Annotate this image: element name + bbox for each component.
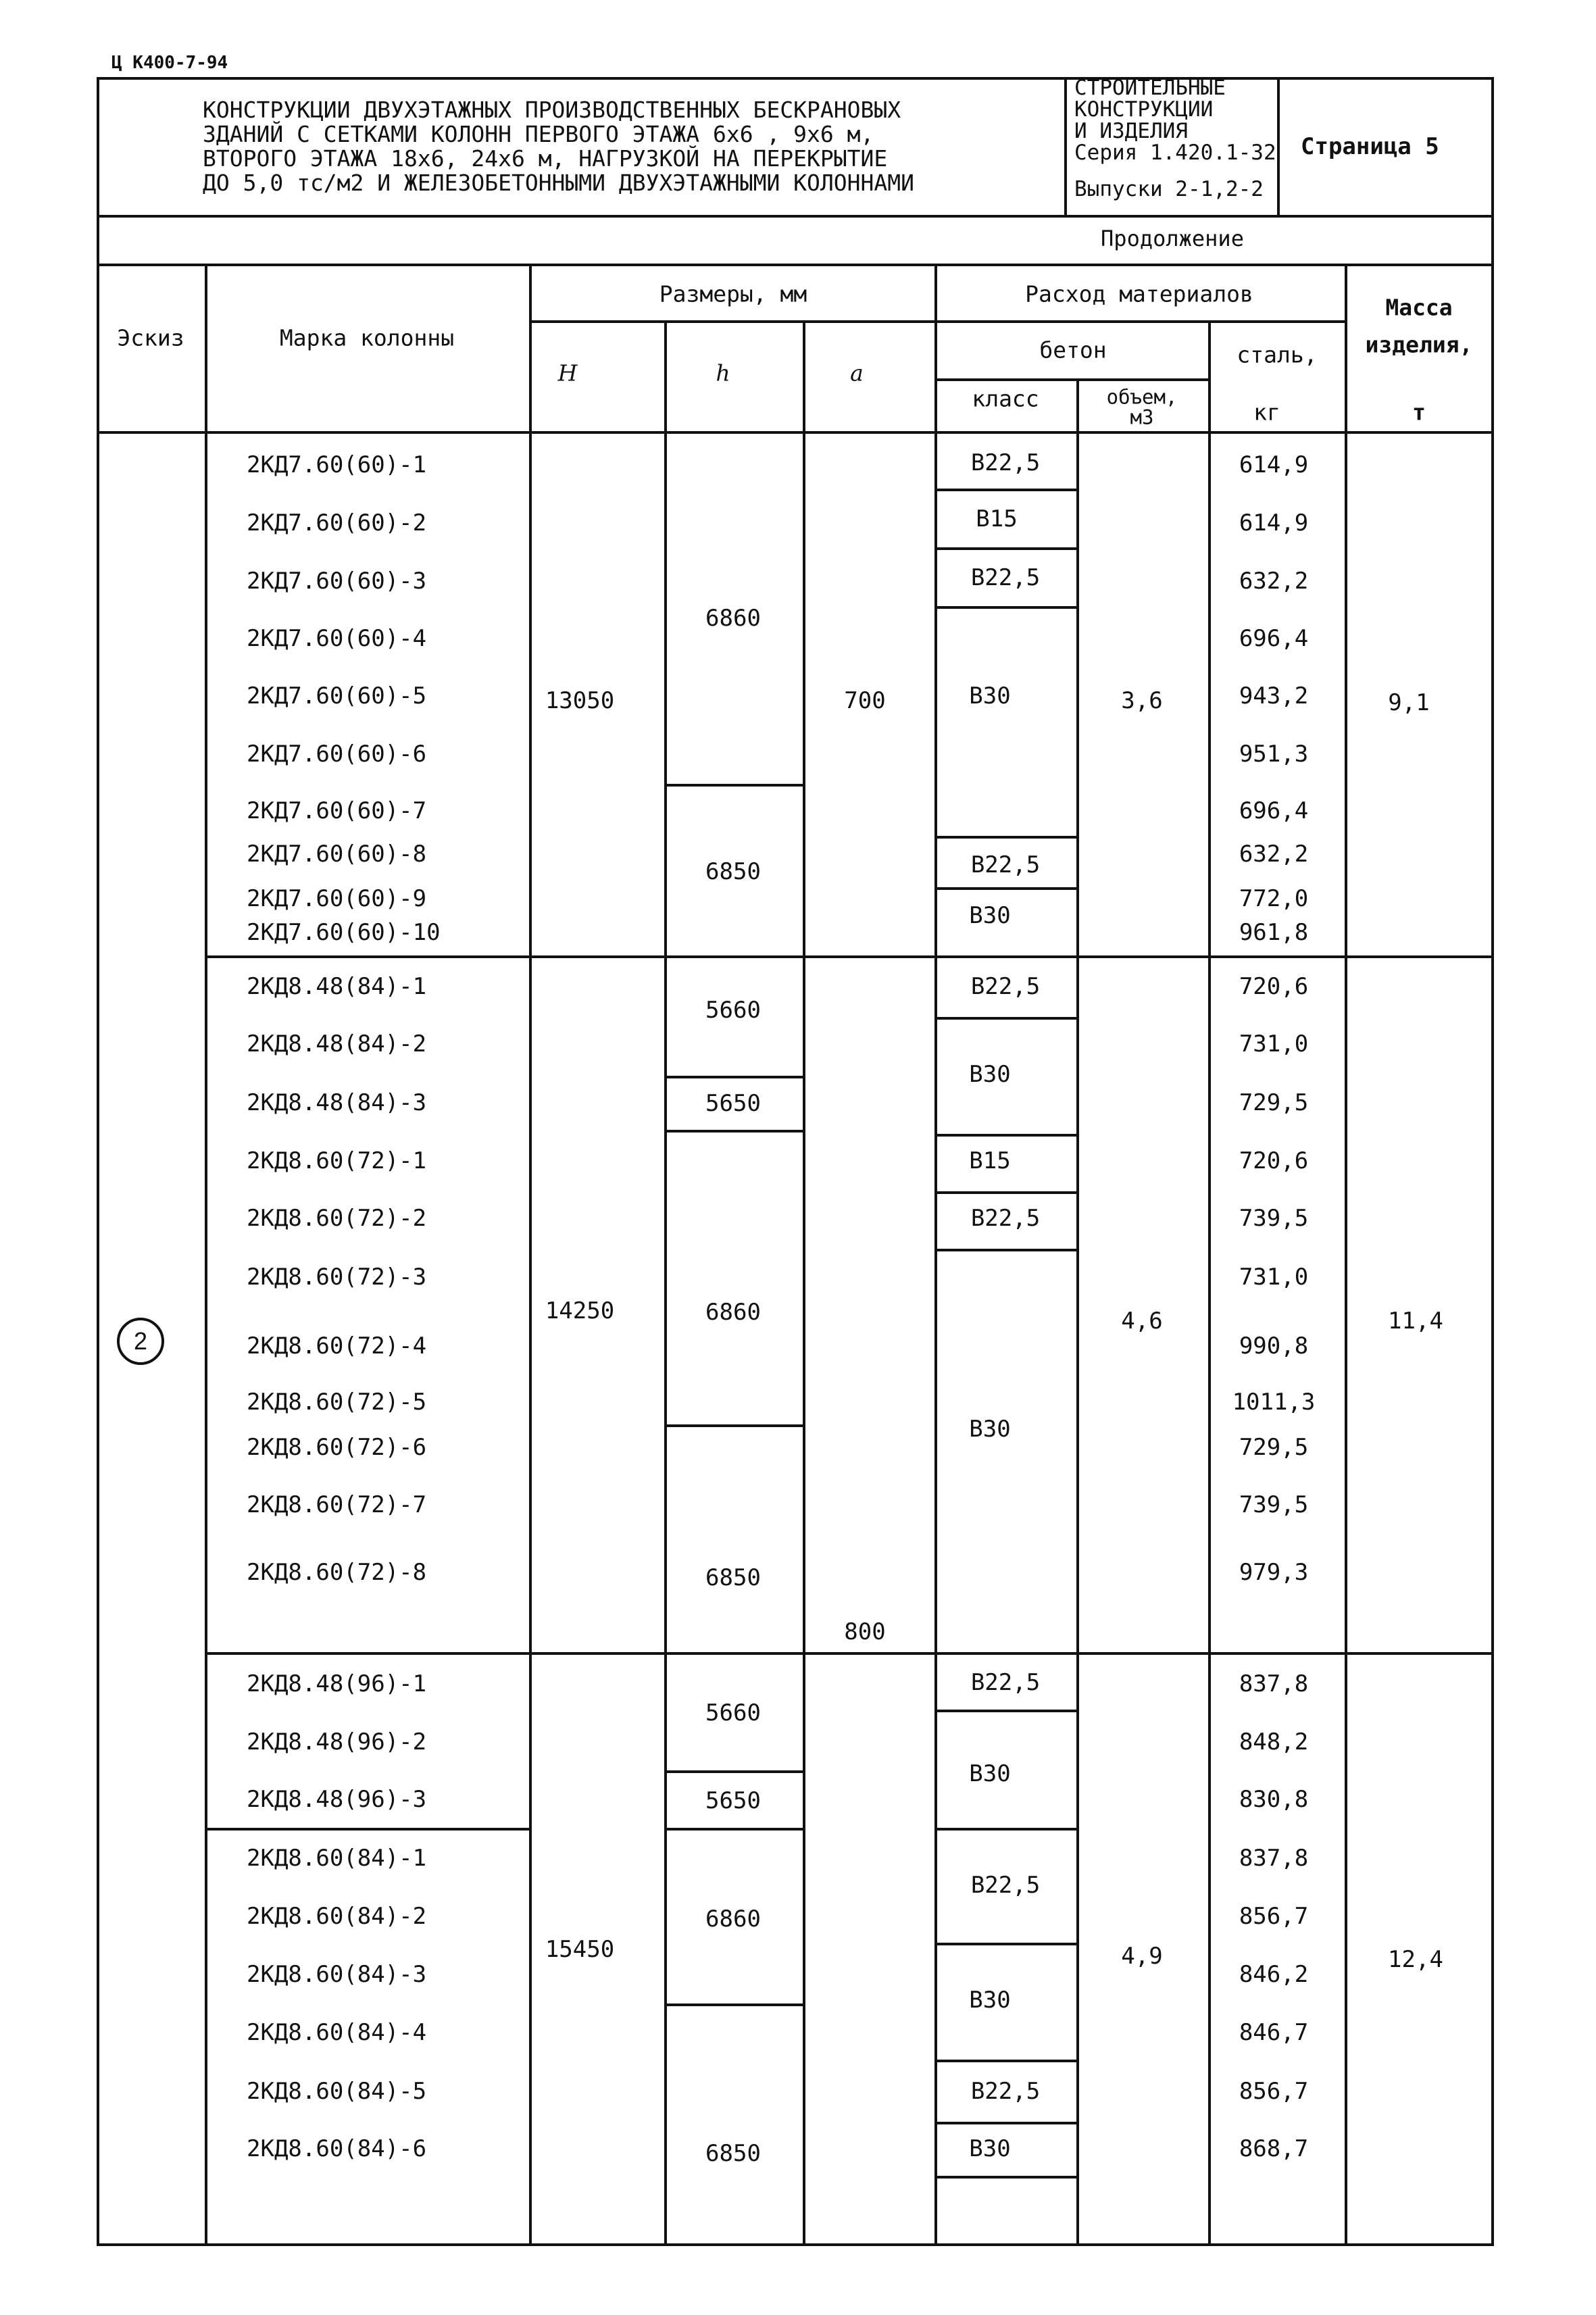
mass-value-1: 9,1 xyxy=(1388,689,1430,716)
volume-value-2: 4,6 xyxy=(1121,1308,1163,1335)
title-text: КОНСТРУКЦИИ ДВУХЭТАЖНЫХ ПРОИЗВОДСТВЕННЫХ БЕСКРАНОВЫХ ЗДАНИЙ С СЕТКАМИ КОЛОНН ПЕРВОГО ЭТАЖА 6х6 , 9х6 м, ВТОРОГО ЭТАЖА 18х6, 24х6 м, НАГРУЗКОЙ НА ПЕРЕКРЫТИЕ ДО 5,0 тс/м2 И ЖЕЛЕЗОБЕТОННЫМИ ДВУХЭТАЖНЫМИ КОЛОННАМИ xyxy=(203,97,914,196)
a-value-1: 700 xyxy=(844,687,886,714)
mass-value-3: 12,4 xyxy=(1388,1946,1443,1973)
header-concrete: бетон xyxy=(1039,337,1107,364)
page-label: Страница 5 xyxy=(1301,133,1439,160)
column-mark: 2КД7.60(60)-1 xyxy=(247,451,427,478)
column-mark: 2КД7.60(60)-6 xyxy=(247,741,427,768)
steel-value: 614,9 xyxy=(1239,451,1309,478)
column-mark: 2КД7.60(60)-8 xyxy=(247,841,427,868)
steel-value: 731,0 xyxy=(1239,1264,1309,1291)
sketch-number: 2 xyxy=(133,1327,148,1355)
class-value: В22,5 xyxy=(970,851,1041,878)
class-value: В30 xyxy=(969,1061,1011,1088)
mass-value-2: 11,4 xyxy=(1388,1308,1443,1335)
column-mark: 2КД8.60(84)-4 xyxy=(247,2019,427,2046)
class-value: В22,5 xyxy=(970,449,1041,476)
steel-value: 1011,3 xyxy=(1232,1389,1316,1416)
steel-value: 729,5 xyxy=(1239,1089,1309,1116)
steel-value: 961,8 xyxy=(1239,919,1309,946)
class-value: В30 xyxy=(969,1760,1011,1787)
class-value: В22,5 xyxy=(970,1872,1041,1899)
header-sketch: Эскиз xyxy=(117,324,184,351)
h-value: 6860 xyxy=(705,1906,761,1933)
h-value: 6850 xyxy=(705,1564,761,1591)
header-mass2: изделия, xyxy=(1365,331,1473,358)
header-klass: класс xyxy=(972,385,1039,412)
column-mark: 2КД7.60(60)-2 xyxy=(247,509,427,537)
column-mark: 2КД8.48(84)-3 xyxy=(247,1089,427,1116)
header-materials: Расход материалов xyxy=(1025,280,1253,307)
column-mark: 2КД7.60(60)-10 xyxy=(247,919,441,946)
steel-value: 848,2 xyxy=(1239,1728,1309,1756)
h-value: 5650 xyxy=(705,1090,761,1117)
steel-value: 772,0 xyxy=(1239,885,1309,912)
header-h: h xyxy=(716,359,730,387)
doc-code: Ц К400-7-94 xyxy=(111,53,228,73)
steel-value: 846,7 xyxy=(1239,2019,1309,2046)
steel-value: 856,7 xyxy=(1239,1903,1309,1930)
steel-value: 720,6 xyxy=(1239,973,1309,1000)
class-value: В30 xyxy=(969,1987,1011,2014)
class-value: В15 xyxy=(969,1147,1011,1174)
column-mark: 2КД7.60(60)-4 xyxy=(247,625,427,652)
class-value: В22,5 xyxy=(970,1669,1041,1696)
steel-value: 837,8 xyxy=(1239,1670,1309,1697)
volume-value-1: 3,6 xyxy=(1121,687,1163,714)
class-value: В22,5 xyxy=(970,973,1041,1000)
column-mark: 2КД7.60(60)-9 xyxy=(247,885,427,912)
steel-value: 943,2 xyxy=(1239,682,1309,710)
H-value-1: 13050 xyxy=(545,687,615,714)
steel-value: 720,6 xyxy=(1239,1147,1309,1174)
header-steel: сталь, xyxy=(1237,341,1318,368)
column-mark: 2КД8.60(72)-5 xyxy=(247,1389,427,1416)
sketch-circle xyxy=(117,1318,164,1365)
column-mark: 2КД7.60(60)-5 xyxy=(247,682,427,710)
column-mark: 2КД7.60(60)-3 xyxy=(247,568,427,595)
class-value: В30 xyxy=(969,682,1011,710)
column-mark: 2КД8.60(84)-3 xyxy=(247,1961,427,1988)
column-mark: 2КД8.48(84)-2 xyxy=(247,1030,427,1057)
column-mark: 2КД8.48(96)-1 xyxy=(247,1670,427,1697)
class-value: В22,5 xyxy=(970,2078,1041,2105)
column-mark: 2КД8.60(72)-3 xyxy=(247,1264,427,1291)
column-mark: 2КД8.60(84)-2 xyxy=(247,1903,427,1930)
steel-value: 632,2 xyxy=(1239,841,1309,868)
class-value: В30 xyxy=(969,902,1011,929)
class-value: В22,5 xyxy=(970,564,1041,591)
class-value: В30 xyxy=(969,1416,1011,1443)
steel-value: 729,5 xyxy=(1239,1434,1309,1461)
column-mark: 2КД8.60(84)-5 xyxy=(247,2078,427,2105)
h-value: 6850 xyxy=(705,858,761,885)
class-value: В15 xyxy=(976,505,1018,532)
steel-value: 837,8 xyxy=(1239,1845,1309,1872)
steel-value: 951,3 xyxy=(1239,741,1309,768)
column-mark: 2КД8.48(96)-2 xyxy=(247,1728,427,1756)
H-value-3: 15450 xyxy=(545,1936,615,1963)
column-mark: 2КД8.48(84)-1 xyxy=(247,973,427,1000)
column-mark: 2КД7.60(60)-7 xyxy=(247,797,427,824)
h-value: 6850 xyxy=(705,2140,761,2167)
steel-value: 739,5 xyxy=(1239,1491,1309,1518)
steel-value: 632,2 xyxy=(1239,568,1309,595)
column-mark: 2КД8.60(72)-8 xyxy=(247,1559,427,1586)
a-value-2: 800 xyxy=(844,1618,886,1645)
steel-value: 990,8 xyxy=(1239,1333,1309,1360)
header-steel-unit: кг xyxy=(1253,399,1280,426)
steel-value: 696,4 xyxy=(1239,625,1309,652)
steel-value: 856,7 xyxy=(1239,2078,1309,2105)
header-H: H xyxy=(557,359,578,387)
column-mark: 2КД8.60(84)-1 xyxy=(247,1845,427,1872)
header-mass-unit: т xyxy=(1412,399,1426,426)
h-value: 5660 xyxy=(705,997,761,1024)
column-mark: 2КД8.48(96)-3 xyxy=(247,1786,427,1813)
steel-value: 739,5 xyxy=(1239,1205,1309,1232)
series-text: СТРОИТЕЛЬНЫЕ КОНСТРУКЦИИ И ИЗДЕЛИЯ Серия 1.420.1-32 Выпуски 2-1,2-2 xyxy=(1074,76,1276,201)
steel-value: 830,8 xyxy=(1239,1786,1309,1813)
column-mark: 2КД8.60(72)-4 xyxy=(247,1333,427,1360)
header-volume: объем, xyxy=(1106,385,1178,409)
header-dims: Размеры, мм xyxy=(659,280,807,307)
steel-value: 868,7 xyxy=(1239,2135,1309,2162)
h-value: 6860 xyxy=(705,1299,761,1326)
steel-value: 696,4 xyxy=(1239,797,1309,824)
h-value: 5660 xyxy=(705,1699,761,1726)
column-mark: 2КД8.60(72)-6 xyxy=(247,1434,427,1461)
steel-value: 614,9 xyxy=(1239,509,1309,537)
header-volume-unit: м3 xyxy=(1130,405,1154,429)
header-a: a xyxy=(850,359,864,387)
header-mass: Масса xyxy=(1385,294,1453,321)
h-value: 5650 xyxy=(705,1787,761,1814)
class-value: В22,5 xyxy=(970,1205,1041,1232)
H-value-2: 14250 xyxy=(545,1297,615,1324)
h-value: 6860 xyxy=(705,605,761,632)
header-mark: Марка колонны xyxy=(279,324,455,351)
class-value: В30 xyxy=(969,2135,1011,2162)
column-mark: 2КД8.60(72)-7 xyxy=(247,1491,427,1518)
steel-value: 731,0 xyxy=(1239,1030,1309,1057)
steel-value: 979,3 xyxy=(1239,1559,1309,1586)
column-mark: 2КД8.60(72)-2 xyxy=(247,1205,427,1232)
column-mark: 2КД8.60(84)-6 xyxy=(247,2135,427,2162)
column-mark: 2КД8.60(72)-1 xyxy=(247,1147,427,1174)
steel-value: 846,2 xyxy=(1239,1961,1309,1988)
continuation-label: Продолжение xyxy=(1101,226,1244,251)
volume-value-3: 4,9 xyxy=(1121,1943,1163,1970)
